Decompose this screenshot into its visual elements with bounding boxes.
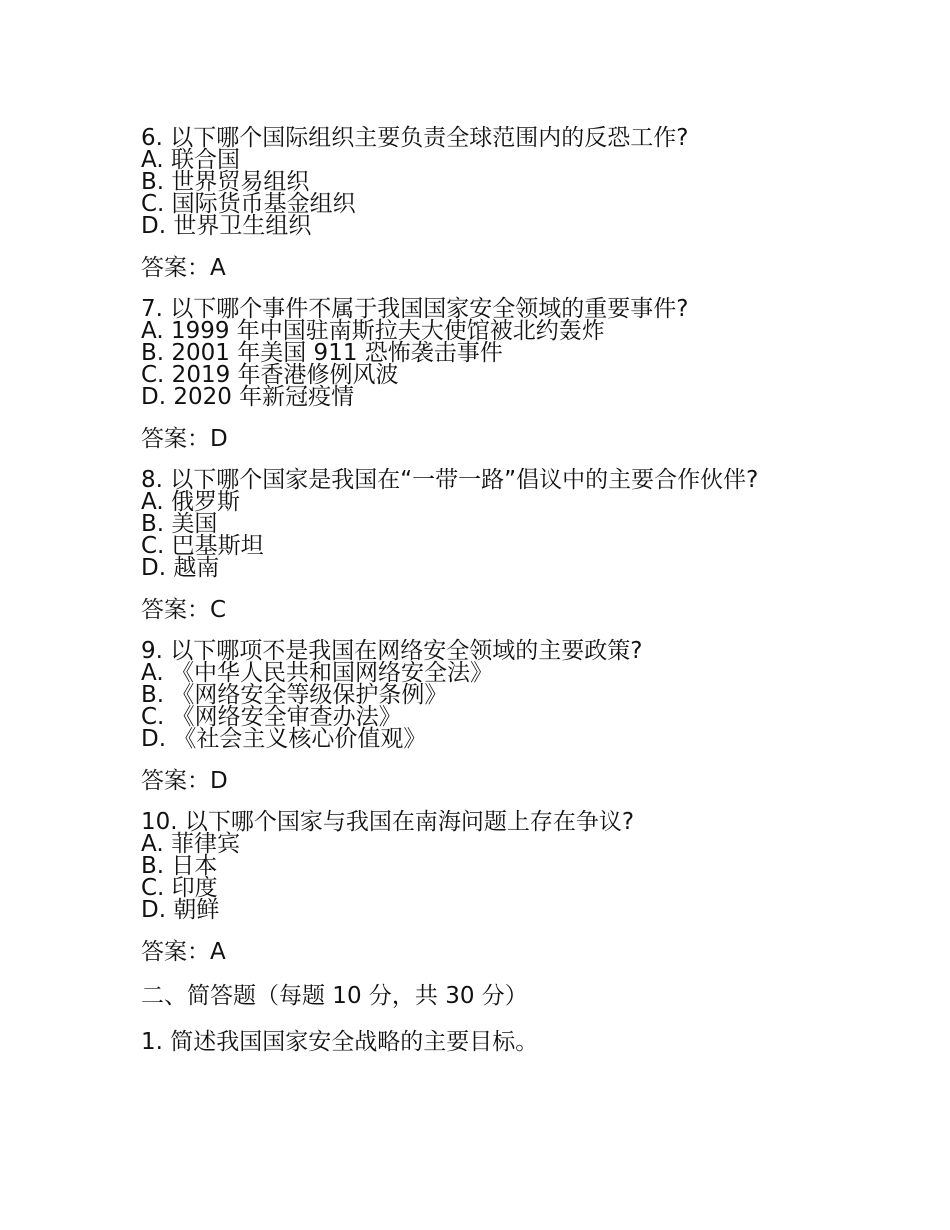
- question-title: 6. 以下哪个国际组织主要负责全球范围内的反恐工作?: [141, 125, 689, 151]
- answer-text: 答案：C: [141, 597, 227, 623]
- option-a: A. 联合国: [141, 147, 240, 173]
- option-b: B. 2001 年美国 911 恐怖袭击事件: [141, 340, 503, 366]
- question-title: 9. 以下哪项不是我国在网络安全领域的主要政策?: [141, 638, 643, 664]
- answer-text: 答案：A: [141, 939, 226, 965]
- question-7: [141, 296, 811, 452]
- question-6: [141, 125, 811, 281]
- section-heading: 二、简答题（每题 10 分，共 30 分）: [141, 983, 528, 1009]
- option-c: C. 印度: [141, 875, 218, 901]
- option-a: A. 1999 年中国驻南斯拉夫大使馆被北约轰炸: [141, 318, 605, 344]
- short-answer-question: 1. 简述我国国家安全战略的主要目标。: [141, 1029, 539, 1055]
- option-d: D. 越南: [141, 555, 220, 581]
- option-b: B. 《网络安全等级保护条例》: [141, 682, 448, 708]
- answer-text: 答案：D: [141, 426, 228, 452]
- option-b: B. 世界贸易组织: [141, 169, 310, 195]
- option-d: D. 朝鲜: [141, 897, 220, 923]
- question-title: 7. 以下哪个事件不属于我国国家安全领域的重要事件?: [141, 296, 689, 322]
- option-c: C. 《网络安全审查办法》: [141, 704, 402, 730]
- answer-text: 答案：A: [141, 255, 226, 281]
- question-10: [141, 809, 811, 965]
- option-c: C. 巴基斯坦: [141, 533, 264, 559]
- answer-text: 答案：D: [141, 768, 228, 794]
- question-9: [141, 638, 811, 794]
- option-a: A. 俄罗斯: [141, 489, 240, 515]
- option-d: D. 世界卫生组织: [141, 213, 312, 239]
- question-title: 8. 以下哪个国家是我国在“一带一路”倡议中的主要合作伙伴?: [141, 467, 759, 493]
- option-c: C. 2019 年香港修例风波: [141, 362, 399, 388]
- option-c: C. 国际货币基金组织: [141, 191, 356, 217]
- question-title: 10. 以下哪个国家与我国在南海问题上存在争议?: [141, 809, 635, 835]
- document-page: [141, 125, 811, 1055]
- question-8: [141, 467, 811, 623]
- option-b: B. 日本: [141, 853, 218, 879]
- option-d: D. 2020 年新冠疫情: [141, 384, 355, 410]
- option-d: D. 《社会主义核心价值观》: [141, 726, 427, 752]
- option-a: A. 《中华人民共和国网络安全法》: [141, 660, 493, 686]
- option-b: B. 美国: [141, 511, 218, 537]
- option-a: A. 菲律宾: [141, 831, 240, 857]
